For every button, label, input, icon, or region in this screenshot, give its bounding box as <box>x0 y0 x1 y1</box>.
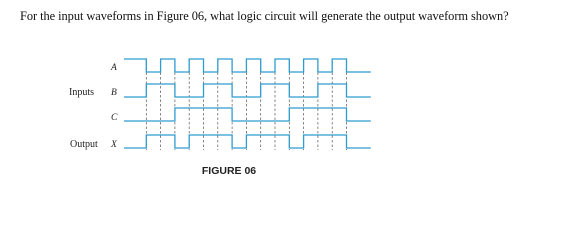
waveforms <box>124 59 371 148</box>
signal-a-label: A <box>111 63 117 73</box>
question-text: For the input waveforms in Figure 06, what logic circuit will generate the output waveform shown? <box>20 9 509 23</box>
waveform-c <box>124 108 371 121</box>
signal-x-label: X <box>111 140 117 150</box>
signal-b-label: B <box>111 88 117 98</box>
output-label: Output <box>70 139 98 150</box>
waveform-b <box>124 84 371 97</box>
signal-c-label: C <box>111 113 118 123</box>
waveform-x <box>124 135 371 148</box>
inputs-label: Inputs <box>69 87 94 98</box>
figure-caption: FIGURE 06 <box>201 165 257 177</box>
waveform-a <box>124 59 371 72</box>
